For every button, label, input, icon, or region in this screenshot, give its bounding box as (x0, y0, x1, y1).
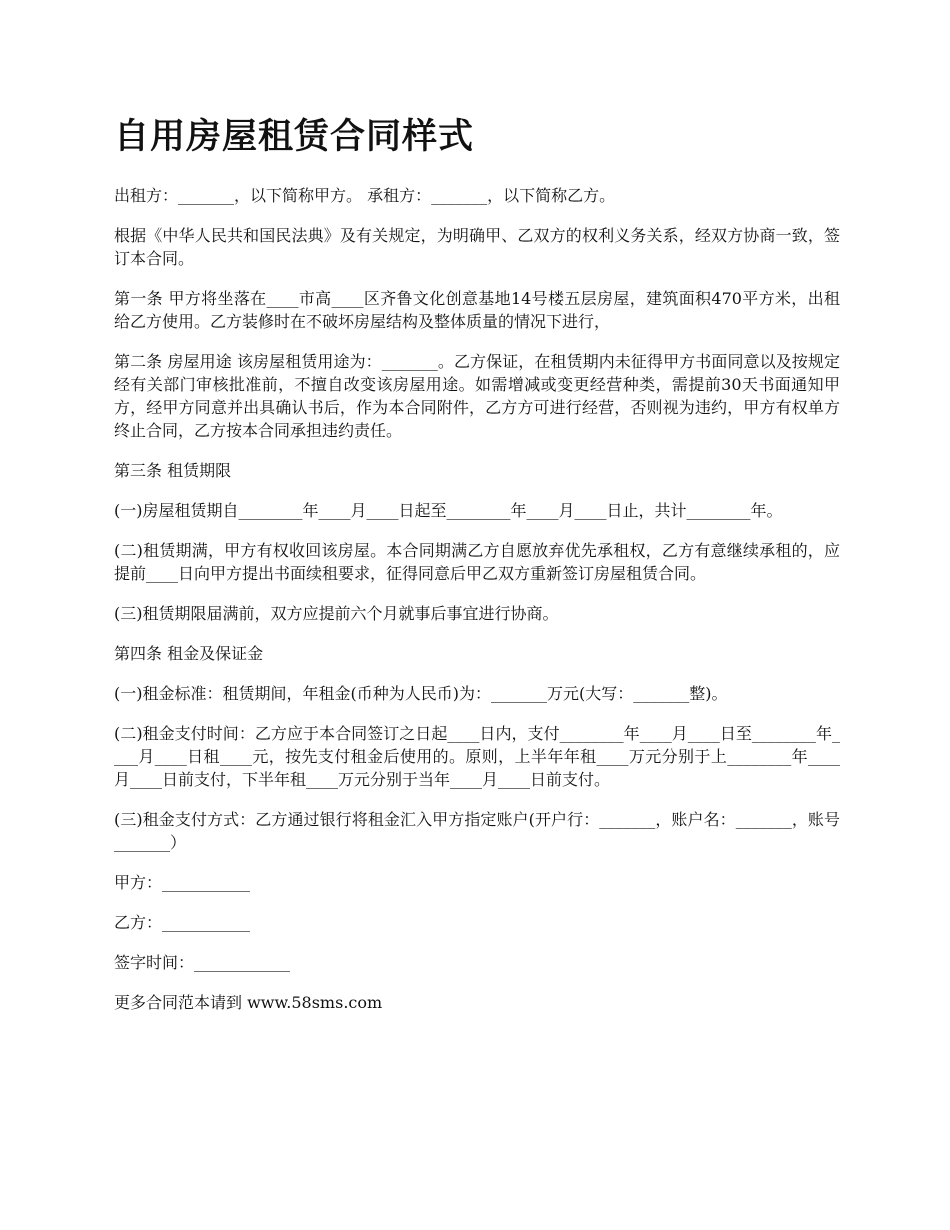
article-1-paragraph: 第一条 甲方将坐落在____市高____区齐鲁文化创意基地14号楼五层房屋，建筑面积470平方米，出租给乙方使用。乙方装修时在不破坏房屋结构及整体质量的情况下进行， (114, 289, 840, 331)
party-a-signature-line: 甲方：___________ (114, 873, 251, 892)
document-page (114, 112, 840, 1031)
signing-date-line: 签字时间：____________ (114, 953, 291, 972)
article-4-clause-3: (三)租金支付方式：乙方通过银行将租金汇入甲方指定账户(开户行：_______，账户名：_______，账号_______） (114, 810, 840, 852)
party-b-signature-line: 乙方：___________ (114, 913, 251, 932)
parties-paragraph: 出租方：_______，以下简称甲方。 承租方：_______，以下简称乙方。 (114, 186, 616, 205)
article-3-heading: 第三条 租赁期限 (114, 461, 232, 480)
article-3-clause-3: (三)租赁期限届满前，双方应提前六个月就事后事宜进行协商。 (114, 604, 559, 623)
article-4-heading: 第四条 租金及保证金 (114, 644, 264, 663)
article-4-clause-2: (二)租金支付时间：乙方应于本合同签订之日起____日内，支付________年____月____日至________年____月____日租____元，按先支付租金后使用的。原则，上半年年租____万元分别于上________年____月____日前支付，下半年租____万元分别于当年____月____日前支付。 (114, 724, 840, 789)
more-templates-note: 更多合同范本请到 www.58sms.com (114, 993, 383, 1012)
document-title: 自用房屋租赁合同样式 (114, 117, 475, 157)
article-3-clause-1: (一)房屋租赁期自________年____月____日起至________年____月____日止，共计________年。 (114, 501, 783, 520)
article-4-clause-1: (一)租金标准：租赁期间，年租金(币种为人民币)为：_______万元(大写：_______整)。 (114, 684, 728, 703)
article-3-clause-2: (二)租赁期满，甲方有权收回该房屋。本合同期满乙方自愿放弃优先承租权，乙方有意继续承租的，应提前____日向甲方提出书面续租要求，征得同意后甲乙双方重新签订房屋租赁合同。 (114, 541, 840, 583)
preamble-paragraph: 根据《中华人民共和国民法典》及有关规定，为明确甲、乙双方的权利义务关系，经双方协商一致，签订本合同。 (114, 226, 840, 268)
article-2-paragraph: 第二条 房屋用途 该房屋租赁用途为：_______。乙方保证，在租赁期内未征得甲方书面同意以及按规定经有关部门审核批准前，不擅自改变该房屋用途。如需增减或变更经营种类，需提前30天书面通知甲方，经甲方同意并出具确认书后，作为本合同附件，乙方方可进行经营，否则视为违约，甲方有权单方终止合同，乙方按本合同承担违约责任。 (114, 352, 840, 440)
